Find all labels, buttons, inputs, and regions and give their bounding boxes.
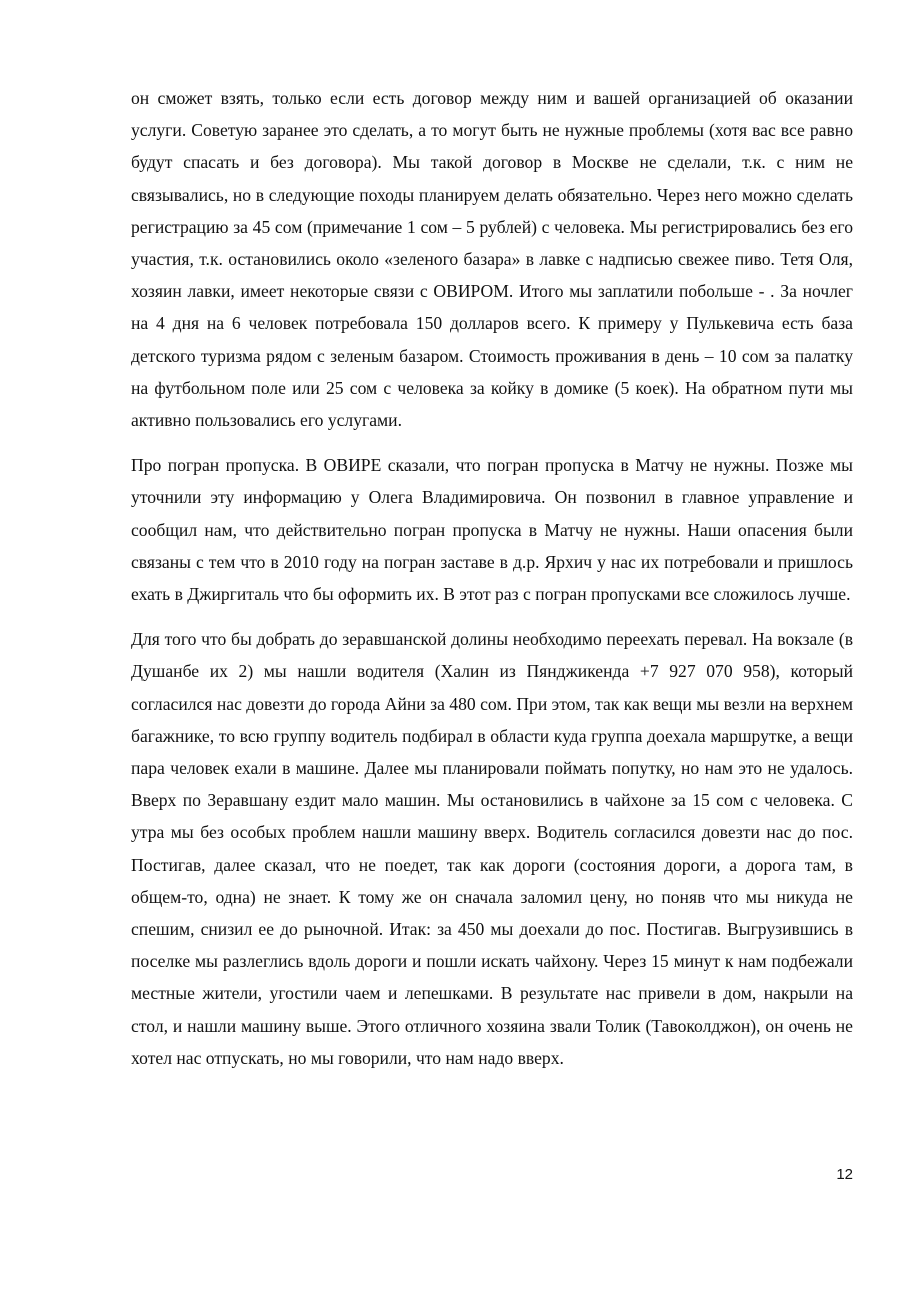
page-body: [131, 82, 853, 1087]
paragraph-border-pass: Про погран пропуска. В ОВИРЕ сказали, что погран пропуска в Матчу не нужны. Позже мы уточнили эту информацию у Олега Владимировича. Он позвонил в главное управление и сообщил нам, что действительно погран пропуска в Матчу не нужны. Наши опасения были связаны с тем что в 2010 году на погран заставе в д.р. Ярхич у нас их потребовали и пришлось ехать в Джиргиталь что бы оформить их. В этот раз с погран пропусками все сложилось лучше.: [131, 455, 853, 605]
page-number: 12: [836, 1166, 853, 1183]
paragraph-registration: он сможет взять, только если есть договор между ним и вашей организацией об оказании услуги. Советую заранее это сделать, а то могут быть не нужные проблемы (хотя вас все равно будут спасать и без договора). Мы такой договор в Москве не сделали, т.к. с ним не связывались, но в следующие походы планируем делать обязательно. Через него можно сделать регистрацию за 45 сом (примечание 1 сом – 5 рублей) с человека. Мы регистрировались без его участия, т.к. остановились около «зеленого базара» в лавке с надписью свежее пиво. Тетя Оля, хозяин лавки, имеет некоторые связи с ОВИРОМ. Итого мы заплатили побольше - . За ночлег на 4 дня на 6 человек потребовала 150 долларов всего. К примеру у Пулькевича есть база детского туризма рядом с зеленым базаром. Стоимость проживания в день – 10 сом за палатку на футбольном поле или 25 сом с человека за койку в домике (5 коек). На обратном пути мы активно пользовались его услугами.: [131, 88, 853, 431]
paragraph-transfer: Для того что бы добрать до зеравшанской долины необходимо переехать перевал. На вокзале (в Душанбе их 2) мы нашли водителя (Халин из Пянджикенда +7 927 070 958), который согласился нас довезти до города Айни за 480 сом. При этом, так как вещи мы везли на верхнем багажнике, то всю группу водитель подбирал в области куда группа доехала маршрутке, а вещи пара человек ехали в машине. Далее мы планировали поймать попутку, но нам это не удалось. Вверх по Зеравшану ездит мало машин. Мы остановились в чайхоне за 15 сом с человека. С утра мы без особых проблем нашли машину вверх. Водитель согласился довезти нас до пос. Постигав, далее сказал, что не поедет, так как дороги (состояния дороги, а дорога там, в общем-то, одна) не знает. К тому же он сначала заломил цену, но поняв что мы никуда не спешим, снизил ее до рыночной. Итак: за 450 мы доехали до пос. Постигав. Выгрузившись в поселке мы разлеглись вдоль дороги и пошли искать чайхону. Через 15 минут к нам подбежали местные жители, угостили чаем и лепешками. В результате нас привели в дом, накрыли на стол, и нашли машину выше. Этого отличного хозяина звали Толик (Тавоколджон), он очень не хотел нас отпускать, но мы говорили, что нам надо вверх.: [131, 629, 853, 1068]
